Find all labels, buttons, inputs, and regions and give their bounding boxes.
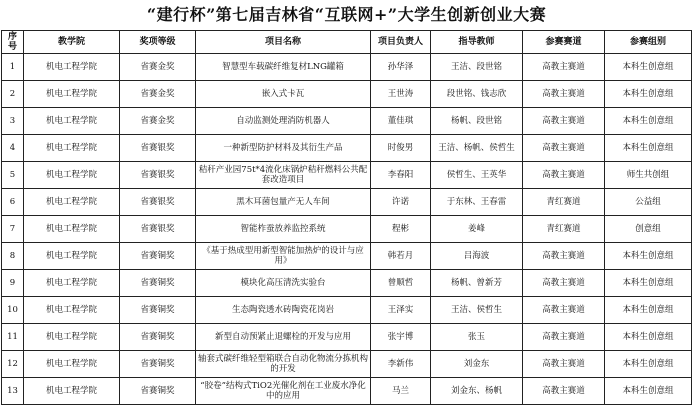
table-row (2, 135, 692, 162)
cell-no: 11 (2, 324, 24, 351)
cell-track: 高教主赛道 (523, 351, 605, 378)
cell-college: 机电工程学院 (24, 135, 120, 162)
cell-group: 本科生创意组 (605, 297, 692, 324)
col-header-group: 参赛组别 (605, 31, 692, 54)
cell-group: 本科生创意组 (605, 378, 692, 405)
cell-leader: 王泽实 (371, 297, 431, 324)
col-header-track: 参赛赛道 (523, 31, 605, 54)
cell-level: 省赛银奖 (120, 216, 196, 243)
cell-college: 机电工程学院 (24, 108, 120, 135)
cell-college: 机电工程学院 (24, 351, 120, 378)
cell-project: “胶卷”结构式TiO2光催化剂在工业废水净化中的应用 (196, 378, 371, 405)
cell-track: 青红赛道 (523, 216, 605, 243)
cell-group: 本科生创意组 (605, 324, 692, 351)
cell-leader: 董佳琪 (371, 108, 431, 135)
cell-project: 《基于热成型用新型智能加热炉的设计与应用》 (196, 243, 371, 270)
cell-no: 4 (2, 135, 24, 162)
cell-level: 省赛金奖 (120, 108, 196, 135)
cell-level: 省赛银奖 (120, 135, 196, 162)
cell-track: 高教主赛道 (523, 324, 605, 351)
cell-leader: 马兰 (371, 378, 431, 405)
cell-advisor: 姜峰 (431, 216, 523, 243)
cell-leader: 王世涛 (371, 81, 431, 108)
cell-college: 机电工程学院 (24, 81, 120, 108)
cell-advisor: 刘金东 (431, 351, 523, 378)
col-header-project: 项目名称 (196, 31, 371, 54)
cell-college: 机电工程学院 (24, 297, 120, 324)
table-row (2, 81, 692, 108)
cell-advisor: 段世铭、钱志欣 (431, 81, 523, 108)
table-row (2, 378, 692, 405)
col-header-advisor: 指导教师 (431, 31, 523, 54)
cell-leader: 曾顺哲 (371, 270, 431, 297)
cell-group: 本科生创意组 (605, 108, 692, 135)
cell-group: 本科生创意组 (605, 54, 692, 81)
cell-leader: 程彬 (371, 216, 431, 243)
cell-project: 生态陶瓷透水砖陶瓷花岗岩 (196, 297, 371, 324)
col-header-college: 教学院 (24, 31, 120, 54)
document-title: “建行杯”第七届吉林省“互联网+”大学生创新创业大赛 (146, 5, 547, 24)
cell-no: 12 (2, 351, 24, 378)
cell-project: 嵌入式卡瓦 (196, 81, 371, 108)
cell-project: 智能柞蚕放养监控系统 (196, 216, 371, 243)
cell-no: 3 (2, 108, 24, 135)
table-row (2, 189, 692, 216)
cell-college: 机电工程学院 (24, 189, 120, 216)
cell-project: 一种新型防护材料及其衍生产品 (196, 135, 371, 162)
cell-level: 省赛银奖 (120, 189, 196, 216)
awards-table (1, 30, 692, 405)
cell-college: 机电工程学院 (24, 162, 120, 189)
cell-leader: 李新伟 (371, 351, 431, 378)
cell-track: 高教主赛道 (523, 81, 605, 108)
cell-college: 机电工程学院 (24, 216, 120, 243)
cell-college: 机电工程学院 (24, 378, 120, 405)
cell-track: 高教主赛道 (523, 54, 605, 81)
cell-group: 本科生创意组 (605, 270, 692, 297)
cell-project: 模块化高压清洗实验台 (196, 270, 371, 297)
table-row (2, 216, 692, 243)
col-header-leader: 项目负责人 (371, 31, 431, 54)
cell-advisor: 侯哲生、王英华 (431, 162, 523, 189)
cell-track: 高教主赛道 (523, 108, 605, 135)
cell-advisor: 杨帆、段世铭 (431, 108, 523, 135)
cell-advisor: 王洁、杨帆、侯哲生 (431, 135, 523, 162)
table-row (2, 54, 692, 81)
cell-advisor: 王洁、侯哲生 (431, 297, 523, 324)
cell-leader: 李春阳 (371, 162, 431, 189)
cell-college: 机电工程学院 (24, 270, 120, 297)
col-header-no: 序号 (2, 31, 24, 54)
cell-no: 13 (2, 378, 24, 405)
cell-advisor: 刘金东、杨帆 (431, 378, 523, 405)
cell-no: 6 (2, 189, 24, 216)
cell-level: 省赛金奖 (120, 54, 196, 81)
cell-level: 省赛铜奖 (120, 243, 196, 270)
cell-group: 创意组 (605, 216, 692, 243)
cell-advisor: 杨帆、曾新芳 (431, 270, 523, 297)
table-row (2, 297, 692, 324)
cell-college: 机电工程学院 (24, 54, 120, 81)
cell-leader: 许诺 (371, 189, 431, 216)
cell-track: 高教主赛道 (523, 135, 605, 162)
cell-group: 师生共创组 (605, 162, 692, 189)
cell-college: 机电工程学院 (24, 324, 120, 351)
table-row (2, 270, 692, 297)
cell-level: 省赛铜奖 (120, 378, 196, 405)
cell-no: 5 (2, 162, 24, 189)
cell-project: 新型自动预紧止退螺栓的开发与应用 (196, 324, 371, 351)
cell-level: 省赛铜奖 (120, 270, 196, 297)
table-row (2, 243, 692, 270)
table-row (2, 351, 692, 378)
cell-no: 9 (2, 270, 24, 297)
cell-project: 智慧型车载碳纤维复材LNG罐箱 (196, 54, 371, 81)
cell-no: 2 (2, 81, 24, 108)
cell-track: 高教主赛道 (523, 162, 605, 189)
cell-group: 本科生创意组 (605, 351, 692, 378)
cell-no: 7 (2, 216, 24, 243)
cell-group: 本科生创意组 (605, 81, 692, 108)
cell-leader: 韩若月 (371, 243, 431, 270)
cell-level: 省赛铜奖 (120, 351, 196, 378)
cell-advisor: 于东林、王春雷 (431, 189, 523, 216)
cell-advisor: 张玉 (431, 324, 523, 351)
cell-leader: 张宇博 (371, 324, 431, 351)
cell-group: 公益组 (605, 189, 692, 216)
header-row (2, 31, 692, 54)
cell-group: 本科生创意组 (605, 135, 692, 162)
cell-college: 机电工程学院 (24, 243, 120, 270)
cell-level: 省赛铜奖 (120, 297, 196, 324)
cell-group: 本科生创意组 (605, 243, 692, 270)
cell-level: 省赛银奖 (120, 162, 196, 189)
cell-no: 10 (2, 297, 24, 324)
col-header-level: 奖项等级 (120, 31, 196, 54)
cell-project: 轴套式碳纤维轻型箱联合自动化物流分拣机构的开发 (196, 351, 371, 378)
cell-leader: 时俊男 (371, 135, 431, 162)
cell-no: 8 (2, 243, 24, 270)
table-row (2, 324, 692, 351)
table-row (2, 108, 692, 135)
table-row (2, 162, 692, 189)
cell-project: 秸秆产业园75t*4流化床锅炉秸秆燃料公共配套改造项目 (196, 162, 371, 189)
cell-track: 高教主赛道 (523, 270, 605, 297)
cell-level: 省赛铜奖 (120, 324, 196, 351)
cell-track: 青红赛道 (523, 189, 605, 216)
cell-advisor: 吕海波 (431, 243, 523, 270)
cell-leader: 孙华泽 (371, 54, 431, 81)
cell-no: 1 (2, 54, 24, 81)
cell-track: 高教主赛道 (523, 297, 605, 324)
cell-level: 省赛金奖 (120, 81, 196, 108)
cell-advisor: 王洁、段世铭 (431, 54, 523, 81)
cell-track: 高教主赛道 (523, 243, 605, 270)
cell-track: 高教主赛道 (523, 378, 605, 405)
cell-project: 自动监测处理消防机器人 (196, 108, 371, 135)
cell-project: 黑木耳菌包量产无人车间 (196, 189, 371, 216)
